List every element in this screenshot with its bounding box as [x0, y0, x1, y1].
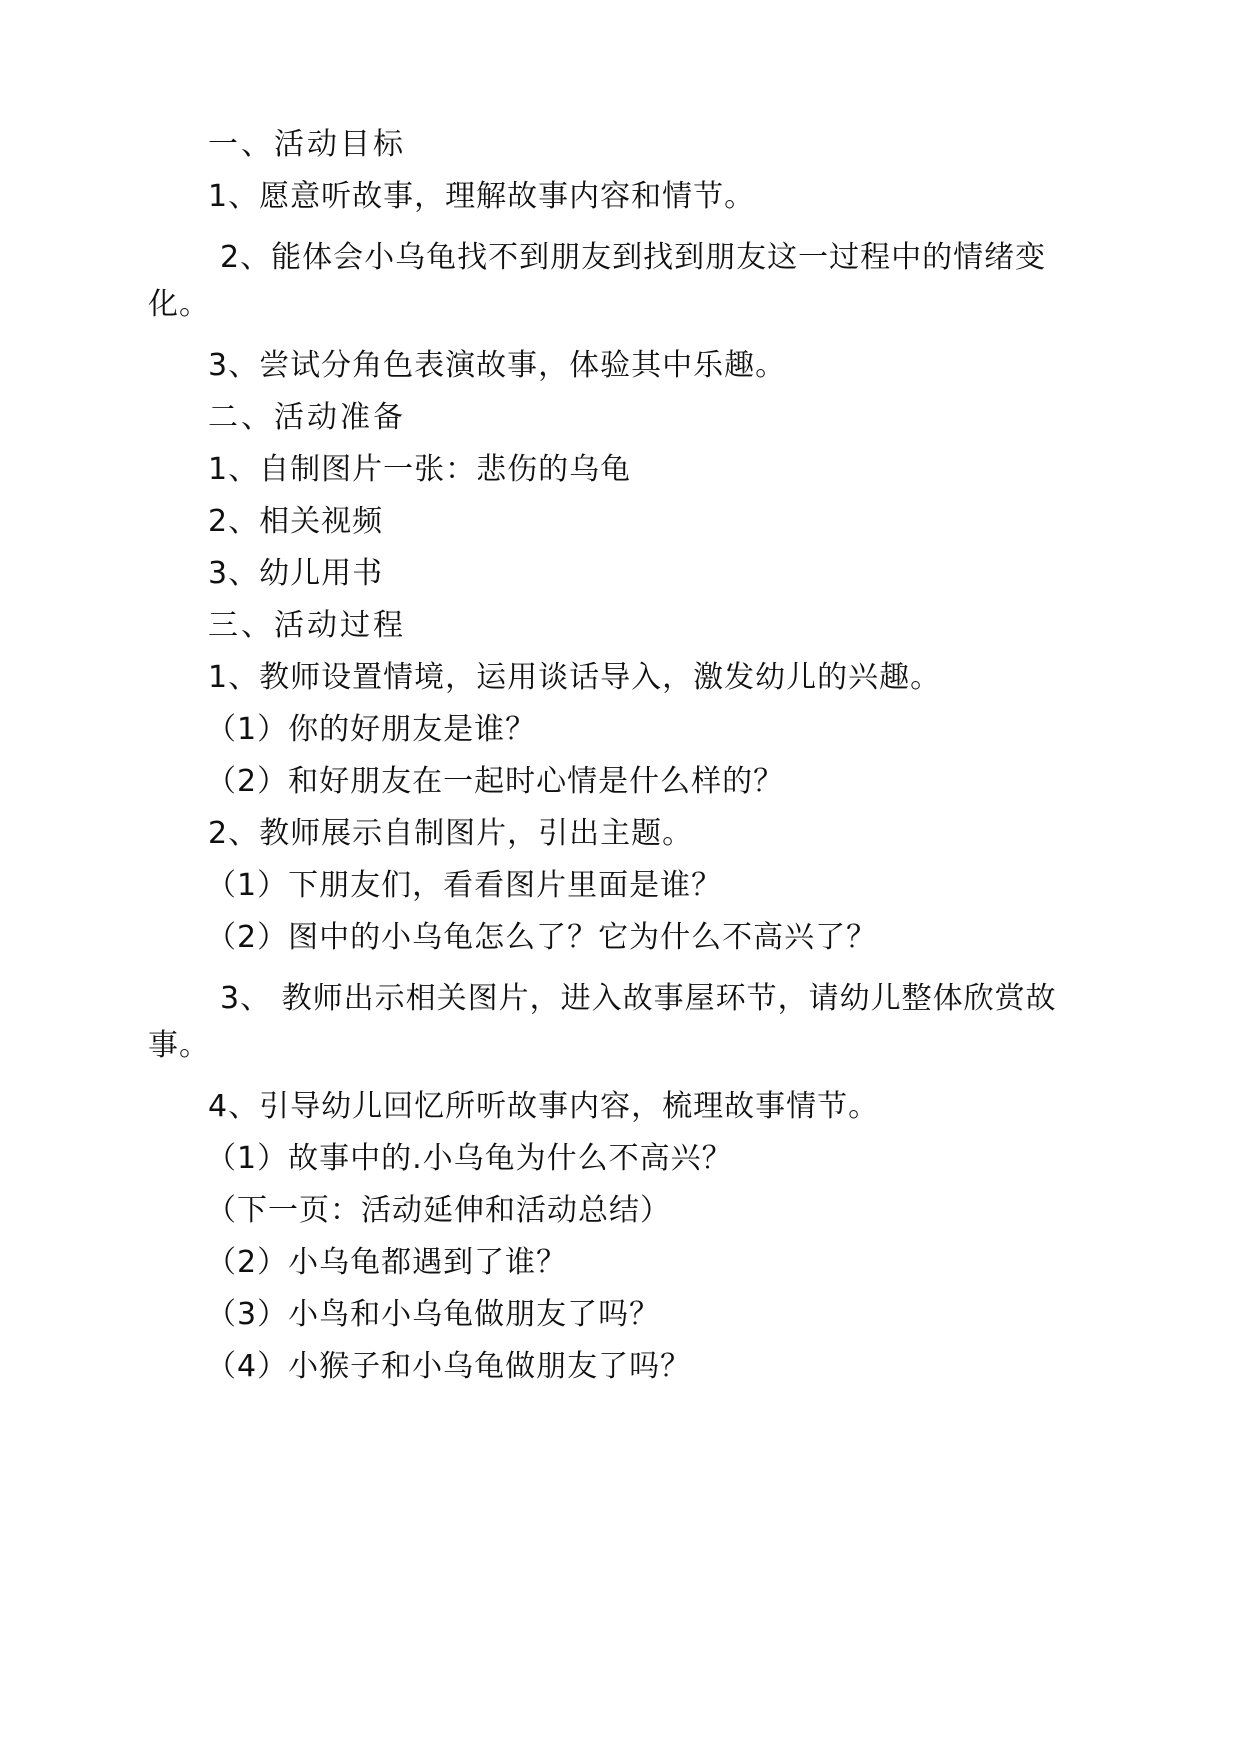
process-item-4-question-3: （3）小鸟和小乌龟做朋友了吗？: [206, 1296, 661, 1332]
goal-item-2: 2、能体会小乌龟找不到朋友到找到朋友这一过程中的情绪变化。: [148, 240, 1047, 323]
process-item-2-question-1: （1）下朋友们，看看图片里面是谁？: [206, 867, 723, 903]
process-item-1: 1、教师设置情境，运用谈话导入，激发幼儿的兴趣。: [208, 659, 942, 695]
process-item-4-question-1: （1）故事中的.小乌龟为什么不高兴？: [206, 1140, 733, 1176]
goal-item-1: 1、愿意听故事，理解故事内容和情节。: [208, 179, 756, 214]
process-item-4-question-4: （4）小猴子和小乌龟做朋友了吗？: [206, 1348, 692, 1384]
process-item-1-question-1: （1）你的好朋友是谁？: [206, 711, 537, 747]
preparation-item-1: 1、自制图片一张：悲伤的乌龟: [208, 451, 632, 487]
next-page-note: （下一页：活动延伸和活动总结）: [206, 1192, 671, 1228]
section-heading-activity-preparation: 二、活动准备: [208, 399, 406, 435]
process-item-2-question-2: （2）图中的小乌龟怎么了？它为什么不高兴了？: [206, 919, 878, 955]
preparation-item-2: 2、相关视频: [208, 503, 384, 539]
section-heading-activity-process: 三、活动过程: [208, 607, 406, 643]
section-heading-activity-goals: 一、活动目标: [208, 127, 406, 162]
process-item-4-question-2: （2）小乌龟都遇到了谁？: [206, 1244, 568, 1280]
process-item-3: 3、 教师出示相关图片，进入故事屋环节，请幼儿整体欣赏故事。: [148, 980, 1057, 1064]
process-item-2: 2、教师展示自制图片，引出主题。: [208, 815, 694, 851]
goal-item-3: 3、尝试分角色表演故事，体验其中乐趣。: [208, 347, 787, 383]
preparation-item-3: 3、幼儿用书: [208, 555, 384, 591]
process-item-4: 4、引导幼儿回忆所听故事内容，梳理故事情节。: [208, 1088, 880, 1124]
document-body: [148, 127, 1098, 1404]
process-item-1-question-2: （2）和好朋友在一起时心情是什么样的？: [206, 763, 785, 799]
